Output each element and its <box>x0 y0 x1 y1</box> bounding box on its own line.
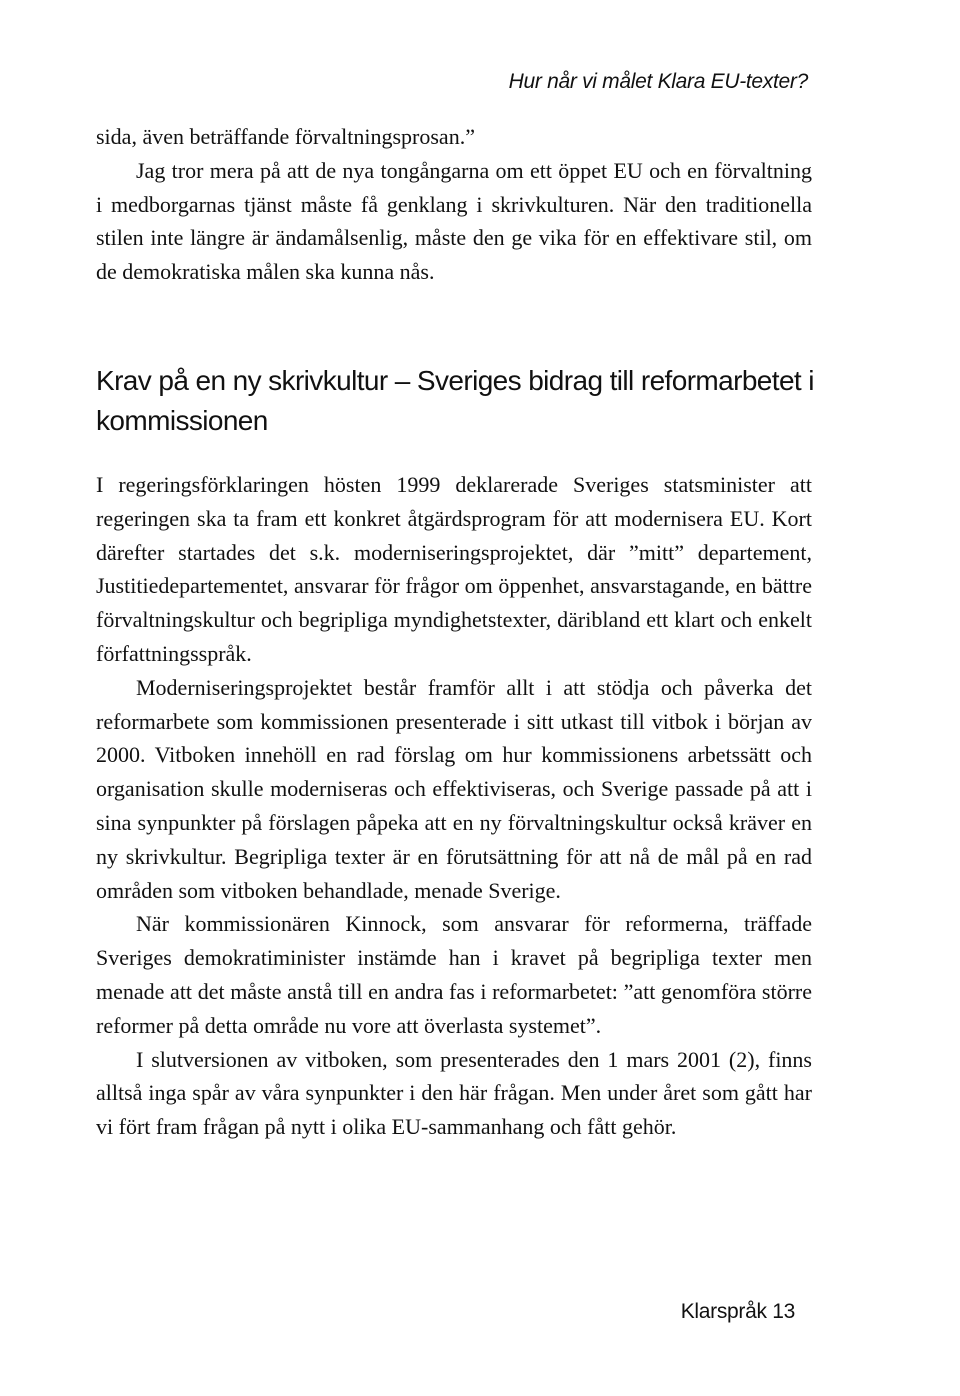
body-paragraph: sida, även beträffande förvaltningsprosan.” <box>96 124 475 149</box>
body-paragraph: Jag tror mera på att de nya tongångarna om ett öppet EU och en förvaltning i medborgarnas tjänst måste få genklang i skrivkulturen. När den traditionella stilen inte längre är ändamålsenlig, måste den ge vika för en effektivare stil, om de demokratiska målen ska kunna nås. <box>96 157 812 285</box>
page-footer: Klarspråk 13 <box>680 1300 795 1323</box>
body-paragraph: Moderniseringsprojektet består framför allt i att stödja och påverka det reformarbete som kommissionen presenterade i sitt utkast till vitbok i början av 2000. Vitboken innehöll en rad förslag om hur kommissionens arbetssätt och organisation skulle moderniseras och effektiviseras, och Sverige passade på att i sina synpunkter på förslagen påpeka att en ny förvaltningskultur också kräver en ny skrivkultur. Begripliga texter är en förutsättning för att nå de mål på en rad områden som vitboken behandlade, menade Sverige. <box>96 674 812 903</box>
body-paragraph: I regeringsförklaringen hösten 1999 deklarerade Sveriges statsminister att regeringen ska ta fram ett konkret åtgärdsprogram för att modernisera EU. Kort därefter startades det s.k. moderniseringsprojektet, där ”mitt” departement, Justitiedepartementet, ansvarar för frågor om öppenhet, ansvarstagande, en bättre förvaltningskultur och begripliga myndighetstexter, däribland ett klart och enkelt författningsspråk. <box>96 472 812 666</box>
section-heading: Krav på en ny skrivkultur – Sveriges bidrag till reformarbetet i kommissionen <box>96 365 814 436</box>
body-paragraph: När kommissionären Kinnock, som ansvarar för reformerna, träffade Sveriges demokratiminister instämde han i kravet på begripliga texter men menade att det måste anstå till en andra fas i reformarbetet: ”att genomföra större reformer på detta område nu vore att överlasta systemet”. <box>96 911 812 1038</box>
intro-text-block <box>96 120 812 289</box>
body-paragraph: I slutversionen av vitboken, som presenterades den 1 mars 2001 (2), finns alltså inga spår av våra synpunkter i den här frågan. Men under året som gått har vi fört fram frågan på nytt i olika EU-sammanhang och fått gehör. <box>96 1046 812 1140</box>
running-header: Hur når vi målet Klara EU-texter? <box>508 70 808 93</box>
section-text-block <box>96 468 812 1144</box>
